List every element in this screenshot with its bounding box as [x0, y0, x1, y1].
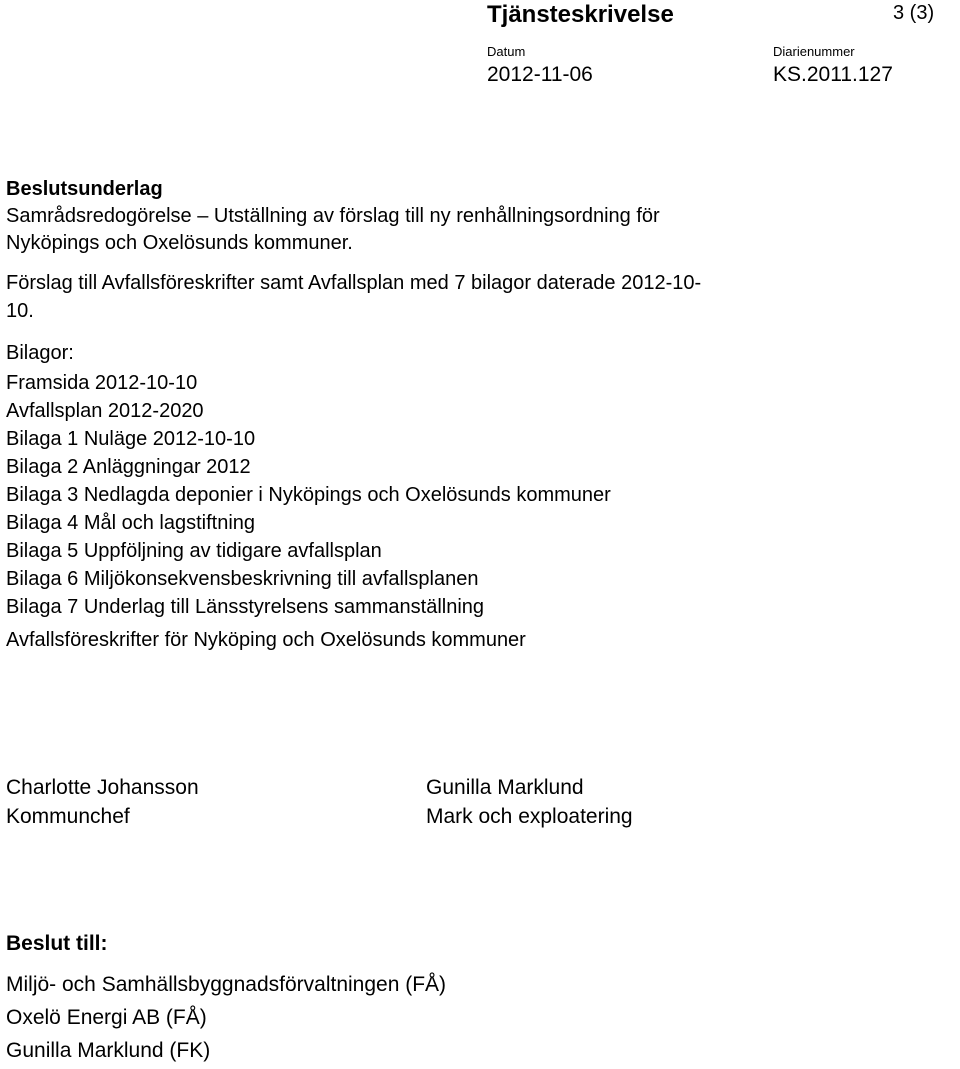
recipient-item: Oxelö Energi AB (FÅ)	[6, 1006, 207, 1029]
date-label: Datum	[487, 44, 526, 59]
signature-name-right: Gunilla Marklund	[426, 776, 584, 799]
diary-number-value: KS.2011.127	[773, 63, 893, 86]
recipient-list	[6, 970, 446, 1069]
document-type-title: Tjänsteskrivelse	[487, 1, 674, 28]
decision-heading: Beslut till:	[6, 932, 108, 955]
signature-title-left: Kommunchef	[6, 805, 130, 828]
signature-name-left: Charlotte Johansson	[6, 776, 199, 799]
date-value: 2012-11-06	[487, 63, 593, 86]
page-number: 3 (3)	[893, 2, 935, 24]
attachment-item: Bilaga 5 Uppföljning av tidigare avfallsplan	[6, 540, 382, 562]
attachments-list	[6, 369, 611, 621]
recipient-item: Gunilla Marklund (FK)	[6, 1039, 211, 1062]
diary-number-label: Diarienummer	[773, 44, 855, 59]
attachment-item: Bilaga 1 Nuläge 2012-10-10	[6, 428, 256, 450]
attachment-item: Bilaga 3 Nedlagda deponier i Nyköpings och Oxelösunds kommuner	[6, 484, 611, 506]
basis-line: 10.	[6, 300, 34, 322]
attachment-item: Bilaga 7 Underlag till Länsstyrelsens sammanställning	[6, 596, 485, 618]
attachments-heading: Bilagor:	[6, 342, 74, 364]
recipient-item: Miljö- och Samhällsbyggnadsförvaltningen (FÅ)	[6, 973, 447, 996]
attachment-item: Framsida 2012-10-10	[6, 372, 198, 394]
attachment-item: Bilaga 4 Mål och lagstiftning	[6, 512, 256, 534]
basis-line: Nyköpings och Oxelösunds kommuner.	[6, 232, 353, 254]
attachment-item: Bilaga 6 Miljökonsekvensbeskrivning till avfallsplanen	[6, 568, 479, 590]
attachment-item: Avfallsplan 2012-2020	[6, 400, 204, 422]
attachment-item: Bilaga 2 Anläggningar 2012	[6, 456, 251, 478]
regulations-line: Avfallsföreskrifter för Nyköping och Oxelösunds kommuner	[6, 629, 526, 651]
basis-heading: Beslutsunderlag	[6, 178, 163, 200]
basis-line: Samrådsredogörelse – Utställning av förslag till ny renhållningsordning för	[6, 205, 660, 227]
basis-line: Förslag till Avfallsföreskrifter samt Avfallsplan med 7 bilagor daterade 2012-10-	[6, 272, 702, 294]
signature-title-right: Mark och exploatering	[426, 805, 633, 828]
